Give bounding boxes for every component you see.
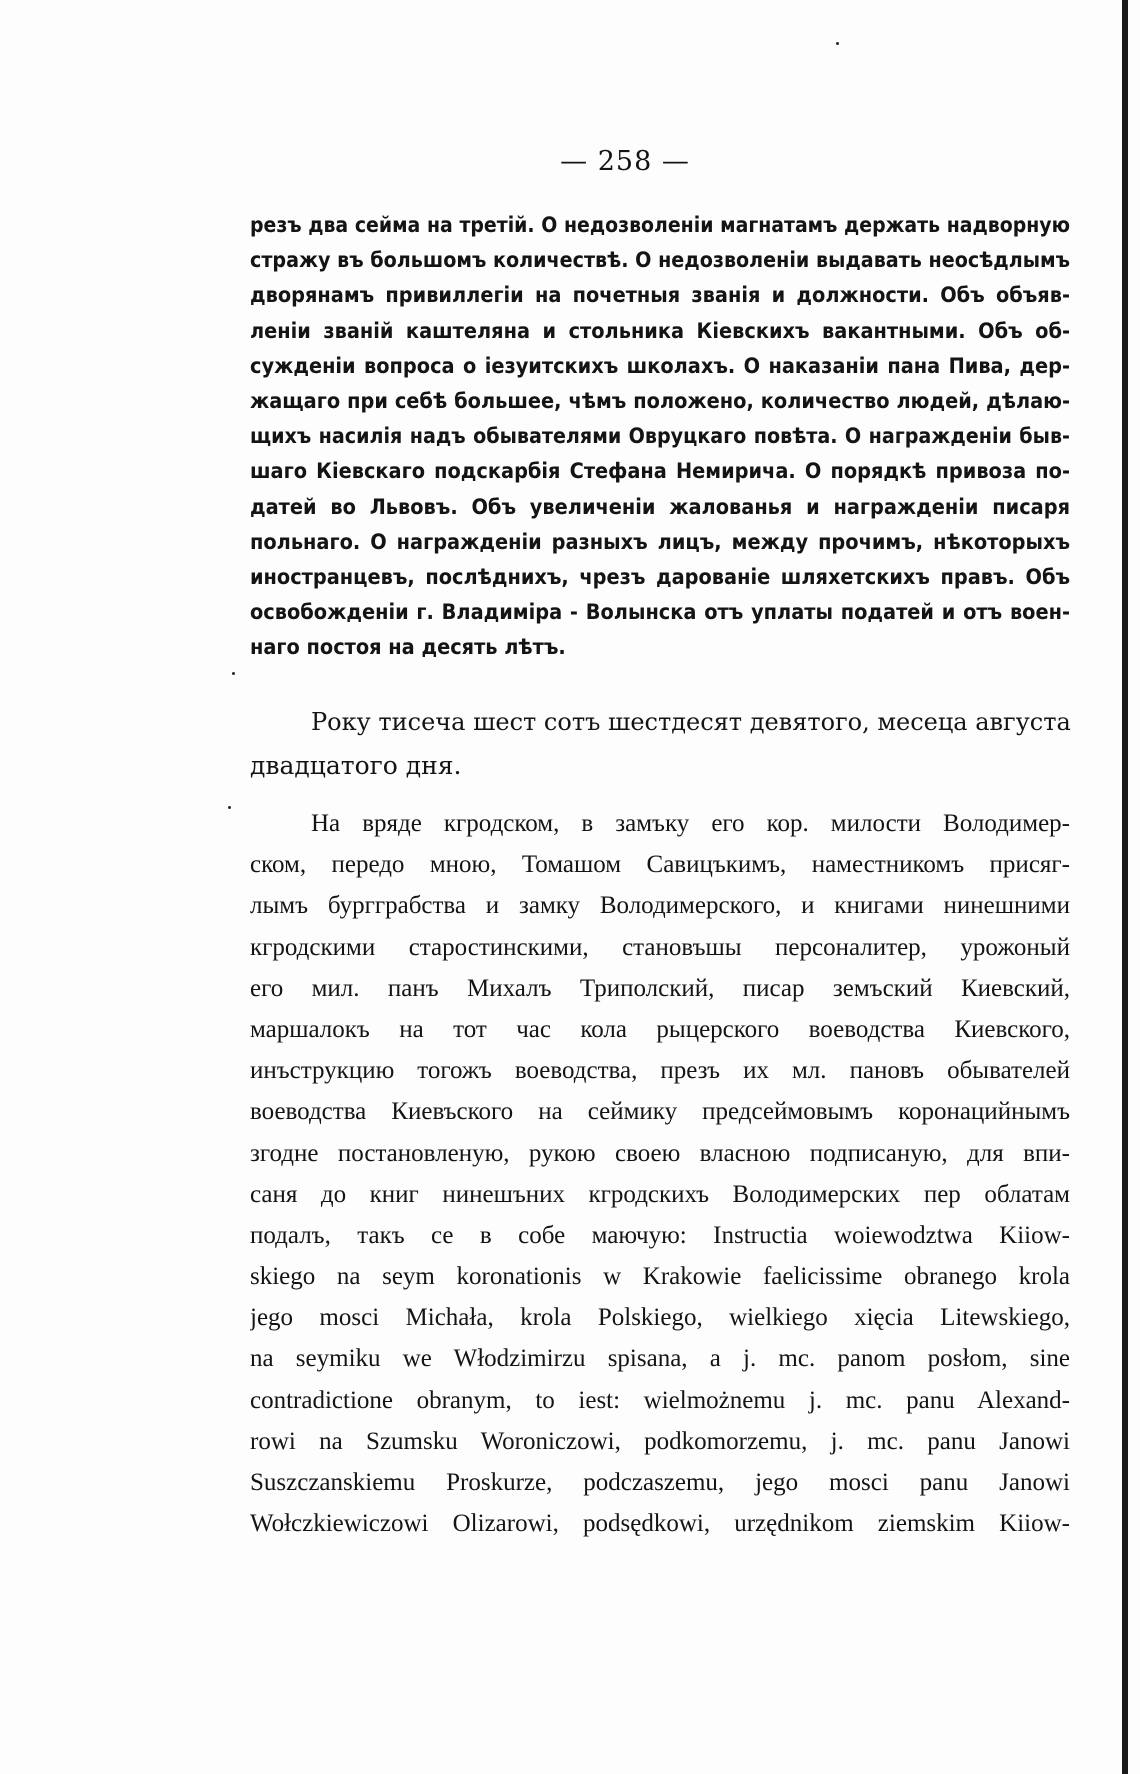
summary-line: польнаго. О награжденіи разныхъ лицъ, между прочимъ, нѣкоторыхъ — [250, 529, 1070, 555]
body-line: ском, передо мною, Томашом Савицъкимъ, наместникомъ присяг- — [250, 851, 1070, 879]
body-line: лымъ бургграбства и замку Володимерского, и книгами нинешними — [250, 892, 1070, 920]
print-speck — [836, 42, 839, 45]
date-line: двадцатого дня. — [250, 751, 462, 780]
date-entry — [250, 700, 1070, 788]
chapter-summary — [250, 208, 1070, 665]
body-line: згодне постановленую, рукою своею власною подписаную, для впи- — [250, 1139, 1070, 1167]
body-line: саня до книг нинешъних кгродскихъ Володимерских пер облатам — [250, 1180, 1070, 1208]
body-line: подалъ, такъ се в собе маючую: Instructia woiewodztwa Kiiow- — [250, 1221, 1070, 1249]
summary-line: наго постоя на десять лѣтъ. — [250, 635, 566, 661]
summary-line: освобожденіи г. Владиміра - Волынска отъ уплаты податей и отъ воен- — [250, 600, 1070, 626]
body-line: Wołczkiewiczowi Olizarowi, podsędkowi, urzędnikom ziemskim Kiiow- — [250, 1510, 1070, 1538]
summary-line: датей во Львовъ. Объ увеличеніи жалованья и награжденіи писаря — [250, 494, 1070, 520]
summary-line: шаго Кіевскаго подскарбія Стефана Немирича. О порядкѣ привоза по- — [250, 459, 1070, 485]
body-line: skiego na seym koronationis w Krakowie faelicissime obranego krola — [250, 1263, 1070, 1291]
print-speck — [232, 672, 235, 675]
body-line: инъструкцию тогожъ воеводства, презъ их мл. пановъ обывателей — [250, 1057, 1070, 1085]
summary-line: дворянамъ привиллегіи на почетныя званія и должности. Объ объяв- — [250, 283, 1070, 309]
page-number: — 258 — — [560, 146, 690, 177]
summary-line: иностранцевъ, послѣднихъ, чрезъ дарованіе шляхетскихъ правъ. Объ — [250, 564, 1070, 590]
body-line: его мил. панъ Михалъ Триполский, писар земъский Киевский, — [250, 974, 1070, 1002]
body-line: маршалокъ на тот час кола рыцерского воеводства Киевского, — [250, 1015, 1070, 1043]
summary-line: стражу въ большомъ количествѣ. О недозволеніи выдавать неосѣдлымъ — [250, 248, 1070, 274]
body-line: jego mosci Michała, krola Polskiego, wielkiego xięcia Litewskiego, — [250, 1304, 1070, 1332]
body-line: rowi na Szumsku Woroniczowi, podkomorzemu, j. mc. panu Janowi — [250, 1427, 1070, 1455]
body-line: contradictione obranym, to iest: wielmożnemu j. mc. panu Alexand- — [250, 1386, 1070, 1414]
print-speck — [228, 806, 231, 809]
summary-line: резъ два сейма на третій. О недозволеніи магнатамъ держать надворную — [250, 213, 1070, 237]
summary-line: щихъ насилія надъ обывателями Овруцкаго повѣта. О награжденіи быв- — [250, 424, 1070, 450]
body-line: na seymiku we Włodzimirzu spisana, a j. mc. panom posłom, sine — [250, 1345, 1070, 1373]
body-line: кгродскими старостинскими, становъшы персоналитер, урожоный — [250, 933, 1070, 961]
body-line: На вряде кгродском, в замъку его кор. милости Володимер- — [311, 810, 1070, 837]
summary-line: жащаго при себѣ большее, чѣмъ положено, количество людей, дѣлаю- — [250, 388, 1070, 414]
date-line: Року тисеча шест сотъ шестдесят девятого, месеца августа — [311, 708, 1071, 736]
document-body — [250, 803, 1070, 1544]
body-line: воеводства Киевъского на сеймику предсеймовымъ коронацийнымъ — [250, 1098, 1070, 1126]
summary-line: сужденіи вопроса о іезуитскихъ школахъ. О наказаніи пана Пива, дер- — [250, 353, 1070, 379]
page-edge-border — [1122, 0, 1128, 1774]
body-line: Suszczanskiemu Proskurze, podczaszemu, jego mosci panu Janowi — [250, 1469, 1070, 1496]
summary-line: леніи званій каштеляна и стольника Кіевскихъ вакантными. Объ об- — [250, 318, 1070, 344]
